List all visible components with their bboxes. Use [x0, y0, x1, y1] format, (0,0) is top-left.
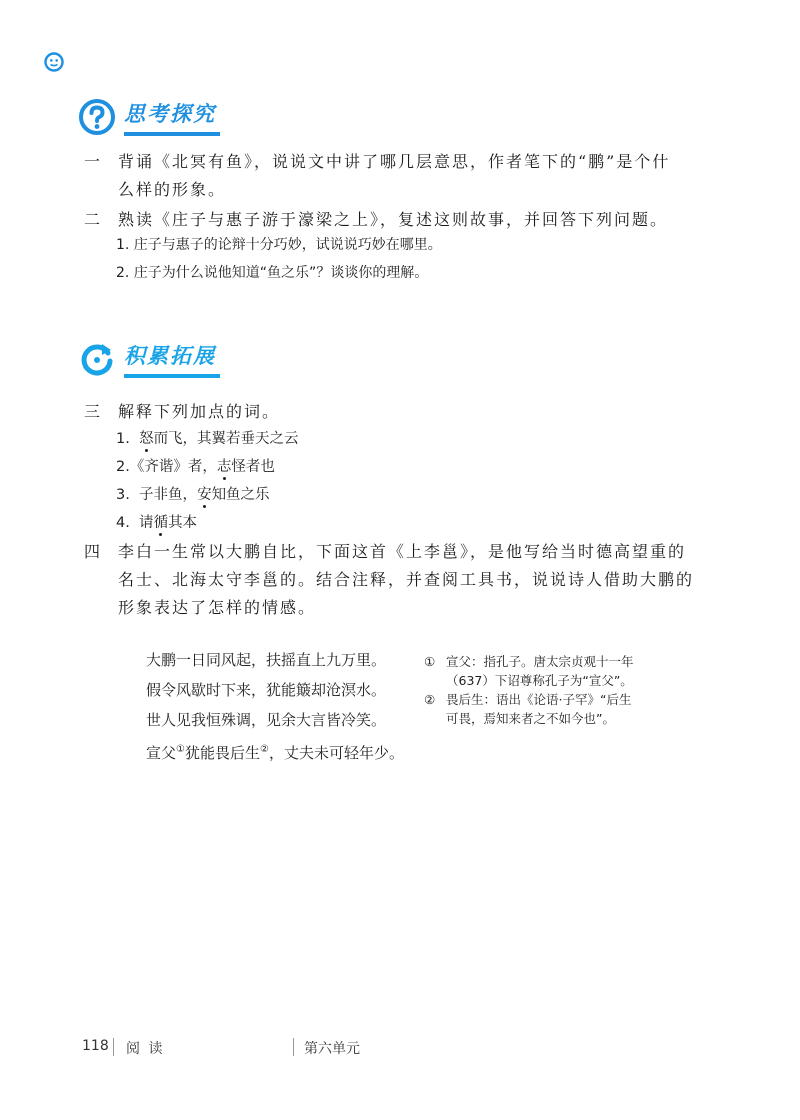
title-underline: [124, 132, 220, 136]
item-3-3: [116, 482, 270, 508]
footer-divider: [293, 1038, 294, 1056]
sub-question-2-1: 1. 庄子与惠子的论辩十分巧妙，试说说巧妙在哪里。: [116, 237, 442, 253]
question-text: 李白一生常以大鹏自比，下面这首《上李邕》，是他写给当时德高望重的: [118, 542, 687, 561]
footnote-text: 可畏，焉知来者之不如今也”。: [446, 711, 615, 726]
footnotes: [424, 652, 694, 728]
poem-text: ，丈夫未可轻年少。: [268, 744, 404, 762]
footnote-mark: ①: [424, 654, 436, 669]
section-title: 积累拓展: [124, 343, 216, 368]
sub-question-2-2: 2. 庄子为什么说他知道“鱼之乐”？谈谈你的理解。: [116, 265, 429, 281]
footnote-2: [424, 690, 694, 728]
item-prefix: 3. 子非鱼，: [116, 487, 198, 503]
item-suffix: 而飞，其翼若垂天之云: [153, 431, 299, 447]
question-text-cont: 么样的形象。: [118, 180, 227, 199]
question-text-cont: 形象表达了怎样的情感。: [118, 598, 317, 617]
footnote-text: 畏后生：语出《论语·子罕》“后生: [446, 692, 632, 707]
question-1: [84, 148, 704, 204]
question-3: [84, 398, 704, 426]
poem-text: 犹能畏后生: [184, 744, 260, 762]
item-suffix: 其本: [168, 515, 198, 531]
poem-line: 大鹏一日同风起，扶摇直上九万里。: [146, 651, 387, 669]
section-title: 思考探究: [124, 101, 216, 126]
question-4: [84, 538, 704, 622]
question-circle-icon: [78, 98, 116, 136]
question-text: 熟读《庄子与惠子游于濠梁之上》，复述这则故事，并回答下列问题。: [118, 210, 669, 229]
dotted-word: 志: [216, 459, 232, 475]
item-3-2: [116, 454, 275, 480]
poem-text: 宣父: [146, 744, 177, 762]
section-header-think: [78, 92, 220, 142]
poem: [146, 645, 404, 768]
dotted-word: 安: [197, 487, 212, 503]
footer-part: 阅 读: [126, 1041, 165, 1057]
footnote-text: （637）下诏尊称孔子为“宣父”。: [446, 673, 633, 688]
poem-line: 假令风歇时下来，犹能簸却沧溟水。: [146, 681, 387, 699]
poem-line: [146, 735, 404, 768]
item-3-4: [116, 510, 197, 536]
question-text: 背诵《北冥有鱼》，说说文中讲了哪几层意思，作者笔下的“鹏”是个什: [118, 152, 671, 171]
footnote-text: 宣父：指孔子。唐太宗贞观十一年: [446, 654, 634, 669]
footnote-ref: ②: [260, 744, 269, 755]
item-prefix: 2.《齐谐》者，: [116, 459, 217, 475]
item-prefix: 1.: [116, 431, 140, 447]
question-text-cont: 名士、北海太守李邕的。结合注释，并查阅工具书，说说诗人借助大鹏的: [118, 570, 695, 589]
question-number: 一: [84, 152, 101, 171]
item-suffix: 怪者也: [231, 459, 275, 475]
question-text: 解释下列加点的词。: [118, 402, 281, 421]
footer-unit: 第六单元: [304, 1041, 360, 1057]
title-underline: [124, 374, 220, 378]
dotted-word: 循: [153, 515, 169, 531]
refresh-arrow-icon: [78, 340, 116, 378]
footnote-1: [424, 652, 694, 690]
smiley-face-icon: [44, 52, 64, 72]
item-3-1: [116, 426, 299, 452]
footer-divider: [113, 1038, 114, 1056]
footnote-ref: ①: [176, 744, 185, 755]
item-prefix: 4. 请: [116, 515, 154, 531]
question-number: 二: [84, 210, 101, 229]
section-header-extend: [78, 334, 220, 384]
question-number: 三: [84, 402, 101, 421]
question-number: 四: [84, 542, 101, 561]
footnote-mark: ②: [424, 692, 436, 707]
dotted-word: 怒: [139, 431, 154, 447]
question-2: [84, 206, 704, 234]
item-suffix: 知鱼之乐: [211, 487, 270, 503]
poem-line: 世人见我恒殊调，见余大言皆冷笑。: [146, 711, 387, 729]
page-number: 118: [82, 1038, 109, 1054]
